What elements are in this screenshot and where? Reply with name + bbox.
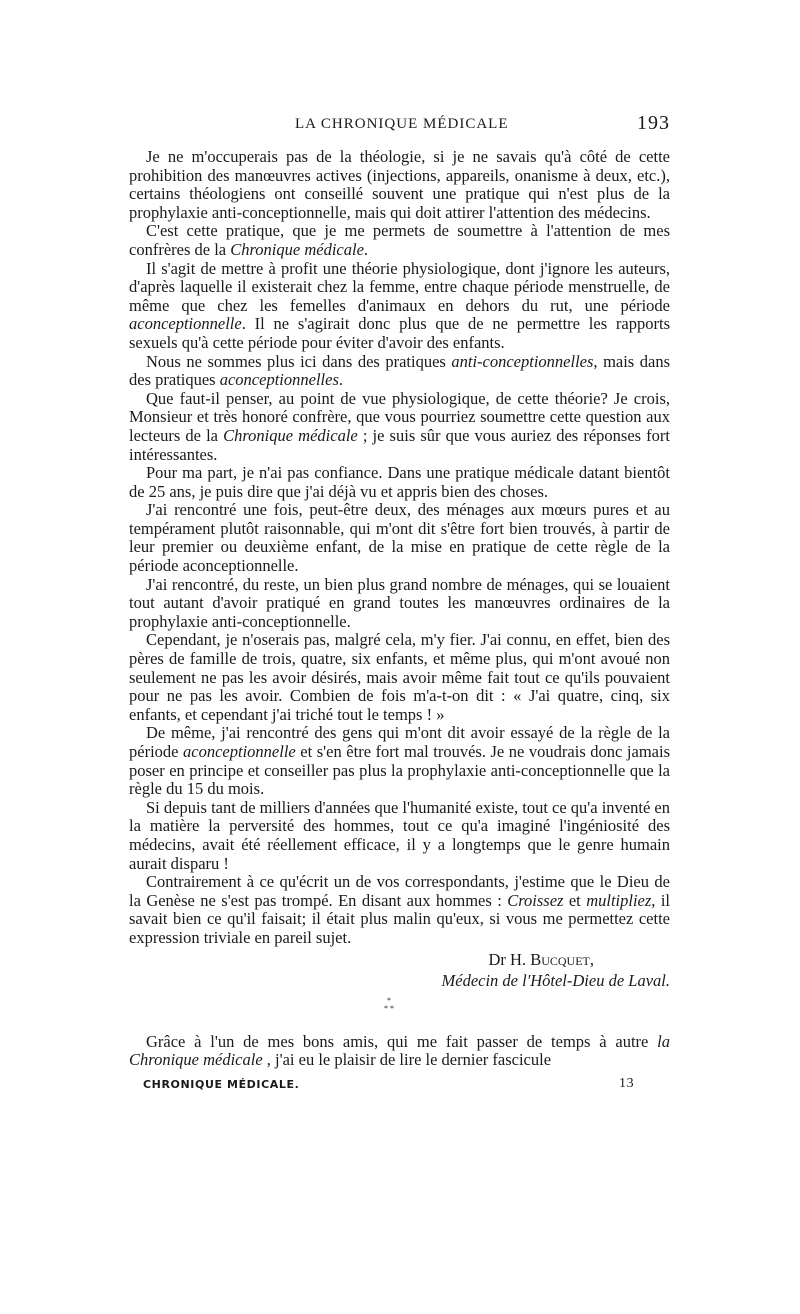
page-footer [129, 1076, 670, 1098]
letter-body [129, 148, 670, 948]
document-page [129, 112, 670, 1098]
paragraph [129, 501, 670, 575]
footer-signature-mark: CHRONIQUE MÉDICALE. [143, 1077, 300, 1091]
text-run: Que faut-il penser, au point de vue physiologique, de cette théorie? Je crois, Monsieur et très honoré confrère, que vous pourriez soumettre cette question aux lecteurs de la [129, 388, 670, 445]
italic-run: aconceptionnelles [219, 370, 339, 390]
page-number: 193 [637, 112, 670, 134]
signature-role: Médecin de l'Hôtel-Dieu de Laval. [441, 970, 670, 990]
text-run: , il savait bien ce qu'il faisait; il était plus malin qu'eux, si vous me permettez cette expression triviale en pareil sujet. [129, 890, 670, 947]
text-run: Pour ma part, je n'ai pas confiance. Dans une pratique médicale datant bientôt de 25 ans, je puis dire que j'ai déjà vu et appris bien des choses. [129, 463, 670, 501]
text-run: et s'en être fort mal trouvés. Je ne voudrais donc jamais poser en principe et conseiller pas plus la prophylaxie anti-conceptionnelle que la règle du 15 du mois. [129, 742, 670, 799]
text-run: . Il ne s'agirait donc plus que de ne permettre les rapports sexuels qu'à cette période pour éviter d'avoir des enfants. [129, 314, 670, 352]
paragraph [129, 631, 670, 724]
text-run: , j'ai eu le plaisir de lire le dernier fascicule [262, 1050, 552, 1070]
italic-run: multipliez [586, 890, 652, 910]
paragraph [129, 222, 670, 259]
signature-name-line [129, 949, 670, 970]
text-run: De même, j'ai rencontré des gens qui m'ont dit avoir essayé de la règle de la période [129, 723, 670, 761]
asterism-glyph: * * * [384, 995, 394, 1013]
text-run: , mais dans des pratiques [129, 351, 670, 390]
signature-name: H. Bucquet, [510, 949, 594, 969]
footer-sheet-number: 13 [619, 1075, 635, 1091]
running-head [129, 112, 670, 136]
italic-run: Chronique médicale [230, 239, 364, 259]
italic-run: la Chronique médicale [129, 1031, 670, 1070]
italic-run: Croissez [507, 890, 564, 910]
text-run: Si depuis tant de milliers d'années que l'humanité existe, tout ce qu'a inventé en la matière la perversité des hommes, tout ce qu'a imaginé l'ingéniosité des médecins, avait été réellement efficace, il y a longtemps que le genre humain aurait disparu ! [129, 797, 670, 873]
signature-block [129, 949, 670, 991]
text-run: J'ai rencontré une fois, peut-être deux, des ménages aux mœurs pures et au tempérament plutôt raisonnable, qui m'ont dit s'être fort bien trouvés, à partir de leur premier ou deuxième enfant, de la mise en pratique de cette règle de la période aconceptionnelle. [129, 500, 670, 576]
running-title: LA CHRONIQUE MÉDICALE [295, 116, 509, 132]
text-run: Contrairement à ce qu'écrit un de vos correspondants, j'estime que le Dieu de la Genèse ne s'est pas trompé. En disant aux hommes : [129, 872, 670, 910]
paragraph [129, 576, 670, 632]
text-run: Nous ne sommes plus ici dans des pratiques [146, 351, 452, 371]
paragraph [129, 148, 670, 222]
text-run: J'ai rencontré, du reste, un bien plus grand nombre de ménages, qui se louaient tout autant d'avoir pratiqué en grand toutes les manœuvres ordinaires de la prophylaxie anti-conceptionnelle. [129, 574, 670, 631]
next-section-body [129, 1033, 670, 1070]
text-run: Grâce à l'un de mes bons amis, qui me fait passer de temps à autre [146, 1031, 658, 1051]
text-run: Cependant, je n'oserais pas, malgré cela, m'y fier. J'ai connu, en effet, bien des pères de famille de trois, quatre, six enfants, et même plus, qui m'ont avoué non seulement ne pas les avoir désirés, mais avoir même fait tout ce qu'ils pouvaient pour ne pas les avoir. Combien de fois m'a-t-on dit : « J'ai quatre, cinq, six enfants, et cependant j'ai triché tout le temps ! » [129, 630, 670, 724]
text-run: Je ne m'occuperais pas de la théologie, si je ne savais qu'à côté de cette prohibition des manœuvres actives (injections, appareils, onanisme à deux, etc.), certains théologiens ont conseillé souvent une pratique qui n'est plus de la prophylaxie anti-conceptionnelle, mais qui doit attirer l'attention des médecins. [129, 147, 670, 222]
paragraph [129, 873, 670, 947]
paragraph [129, 390, 670, 464]
signature-title: Dr [488, 949, 506, 969]
text-run: . [363, 239, 369, 259]
text-run: et [563, 890, 587, 910]
italic-run: aconceptionnelle [129, 314, 242, 334]
italic-run: aconceptionnelle [183, 742, 296, 761]
text-run: Il s'agit de mettre à profit une théorie physiologique, dont j'ignore les auteurs, d'après laquelle il existerait chez la femme, entre chaque période menstruelle, de même que chez les femelles d'animaux en dehors du rut, une période [129, 258, 670, 315]
section-divider [129, 991, 670, 1033]
paragraph [129, 260, 670, 353]
paragraph [129, 1033, 670, 1070]
paragraph [129, 353, 670, 390]
paragraph [129, 724, 670, 798]
italic-run: Chronique médicale [223, 425, 358, 445]
text-run: . [338, 370, 343, 390]
text-run: C'est cette pratique, que je me permets de soumettre à l'attention de mes confrères de la [129, 221, 670, 259]
paragraph [129, 464, 670, 501]
text-run: ; je suis sûr que vous auriez des réponses fort intéressantes. [129, 425, 670, 464]
italic-run: anti-conceptionnelles [451, 351, 594, 371]
paragraph [129, 799, 670, 873]
